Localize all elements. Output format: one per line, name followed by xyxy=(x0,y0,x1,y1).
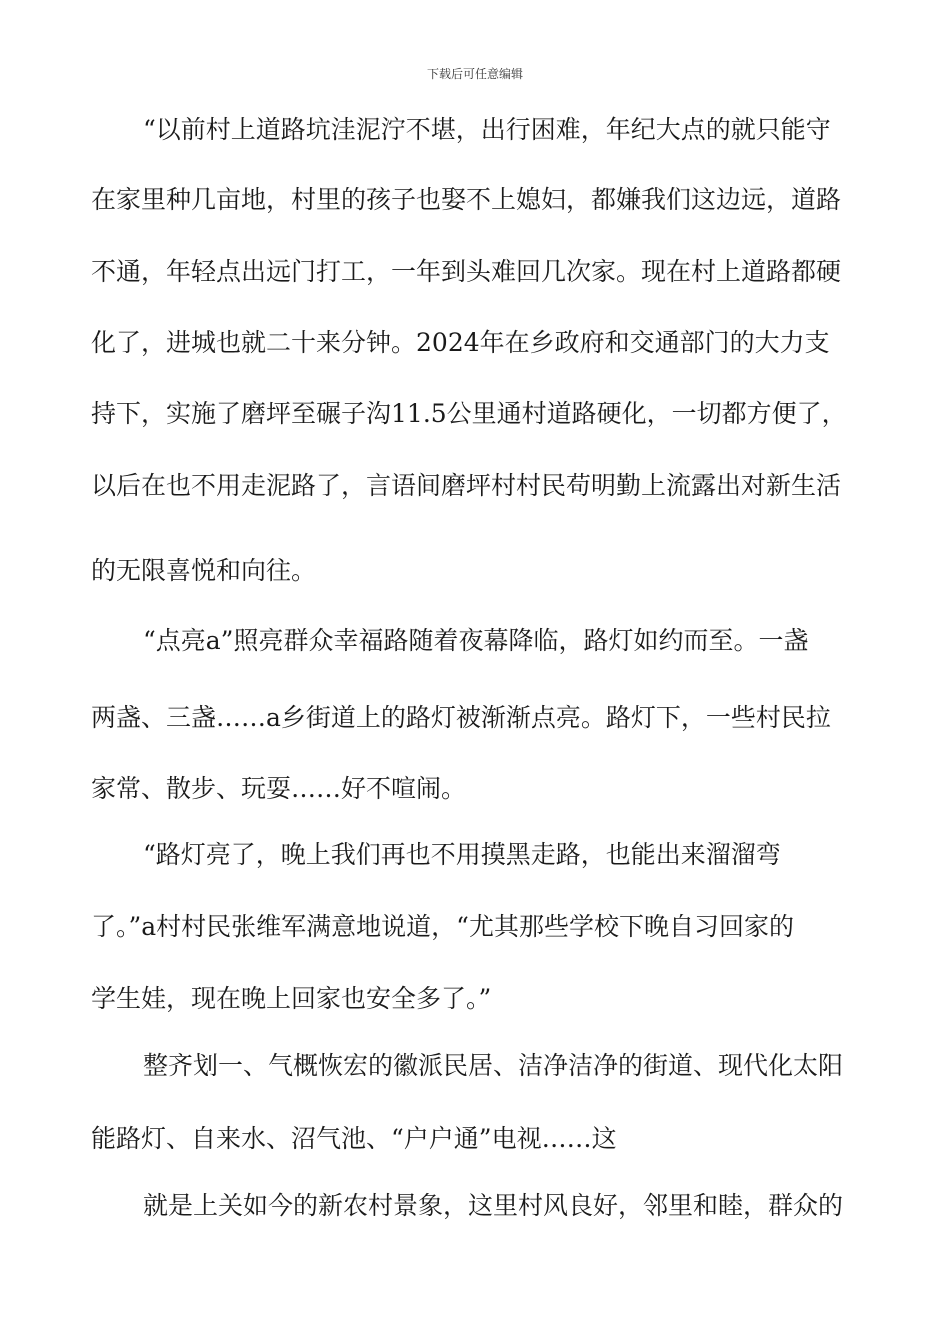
text-line: 不通，年轻点出远门打工，一年到头难回几次家。现在村上道路都硬 xyxy=(91,257,842,286)
text-line: “以前村上道路坑洼泥泞不堪，出行困难，年纪大点的就只能守 xyxy=(143,115,831,144)
page-header: 下载后可任意编辑 xyxy=(426,67,523,81)
text-line: 家常、散步、玩耍……好不喧闹。 xyxy=(91,774,467,803)
text-line: “点亮a”照亮群众幸福路随着夜幕降临，路灯如约而至。一盏 xyxy=(143,626,809,655)
text-line: “路灯亮了，晚上我们再也不用摸黑走路，也能出来溜溜弯 xyxy=(143,840,781,869)
text-line: 以后在也不用走泥路了，言语间磨坪村村民苟明勤上流露出对新生活 xyxy=(91,471,842,500)
text-line: 两盏、三盏……a乡街道上的路灯被渐渐点亮。路灯下，一些村民拉 xyxy=(91,703,831,732)
text-line: 整齐划一、气概恢宏的徽派民居、洁净洁净的街道、现代化太阳 xyxy=(143,1051,844,1080)
text-line: 化了，进城也就二十来分钟。2024年在乡政府和交通部门的大力支 xyxy=(91,328,830,357)
text-line: 持下，实施了磨坪至碾子沟11.5公里通村道路硬化，一切都方便了， xyxy=(91,399,847,428)
text-line: 在家里种几亩地，村里的孩子也娶不上媳妇，都嫌我们这边远，道路 xyxy=(91,185,842,214)
text-line: 了。”a村村民张维军满意地说道，“尤其那些学校下晚自习回家的 xyxy=(91,912,794,941)
text-line: 能路灯、自来水、沼气池、“户户通”电视……这 xyxy=(91,1124,617,1153)
text-line: 就是上关如今的新农村景象，这里村风良好，邻里和睦，群众的 xyxy=(143,1191,844,1220)
text-line: 学生娃，现在晚上回家也安全多了。” xyxy=(91,984,492,1013)
text-line: 的无限喜悦和向往。 xyxy=(91,556,317,585)
